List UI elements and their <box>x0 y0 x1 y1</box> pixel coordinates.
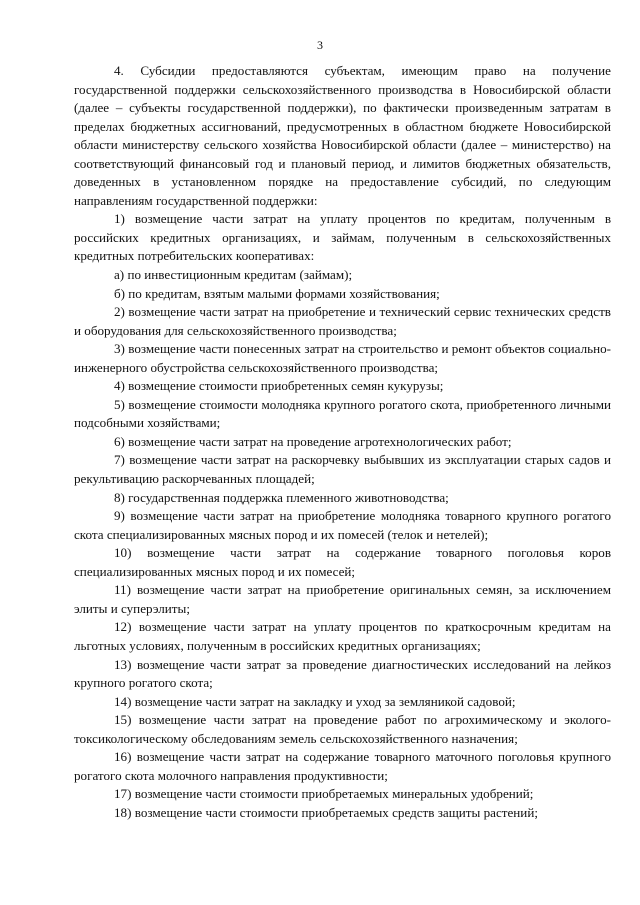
list-item-2: 2) возмещение части затрат на приобретение и технический сервис технических средств и оборудования для сельскохозяйственного производства; <box>74 304 611 338</box>
list-item-7: 7) возмещение части затрат на раскорчевку выбывших из эксплуатации старых садов и рекультивацию раскорчеванных площадей; <box>74 452 611 487</box>
page-number: 3 <box>317 38 323 52</box>
intro-paragraph: 4. Субсидии предоставляются субъектам, имеющим право на получение государственной поддержки сельскохозяйственного производства в Новосибирской области (далее – субъекты государственной поддержки), по фактически произведенным затратам в пределах бюджетных ассигнований, предусмотренных в областном бюджете Новосибирской области министерству сельского хозяйства Новосибирской области (далее – министерство) на соответствующий финансовый год и плановый период, и лимитов бюджетных обязательств, доведенных в установленном порядке на предоставление субсидий, по следующим направлениям государственной поддержки: <box>74 63 611 208</box>
list-item-10: 10) возмещение части затрат на содержание товарного поголовья коров специализированных мясных пород и их помесей; <box>74 545 611 579</box>
document-body <box>74 62 611 822</box>
list-item-18: 18) возмещение части стоимости приобретаемых средств защиты растений; <box>114 804 538 820</box>
list-item-9: 9) возмещение части затрат на приобретение молодняка товарного крупного рогатого скота специализированных мясных пород и их помесей (телок и нетелей); <box>74 508 611 542</box>
list-item-16: 16) возмещение части затрат на содержание товарного маточного поголовья крупного рогатого скота молочного направления продуктивности; <box>74 749 611 783</box>
list-item-15: 15) возмещение части затрат на проведение работ по агрохимическому и эколого-токсикологическому обследованиям земель сельскохозяйственного назначения; <box>74 712 611 746</box>
list-item-6: 6) возмещение части затрат на проведение агротехнологических работ; <box>114 433 512 449</box>
list-item-5: 5) возмещение стоимости молодняка крупного рогатого скота, приобретенного личными подсобными хозяйствами; <box>74 396 611 431</box>
list-item-1: 1) возмещение части затрат на уплату процентов по кредитам, полученным в российских кредитных организациях, и займам, полученным в сельскохозяйственных кредитных потребительских кооперативах: <box>74 211 611 264</box>
list-item-3: 3) возмещение части понесенных затрат на строительство и ремонт объектов социально-инженерного обустройства сельскохозяйственного производства; <box>74 341 611 375</box>
list-item-1a: а) по инвестиционным кредитам (займам); <box>114 267 353 283</box>
list-item-11: 11) возмещение части затрат на приобретение оригинальных семян, за исключением элиты и суперэлиты; <box>74 582 611 616</box>
list-item-17: 17) возмещение части стоимости приобретаемых минеральных удобрений; <box>114 786 534 802</box>
list-item-1b: б) по кредитам, взятым малыми формами хозяйствования; <box>114 285 440 301</box>
list-item-13: 13) возмещение части затрат за проведение диагностических исследований на лейкоз крупного рогатого скота; <box>74 656 611 691</box>
list-item-8: 8) государственная поддержка племенного животноводства; <box>114 489 449 505</box>
list-item-4: 4) возмещение стоимости приобретенных семян кукурузы; <box>114 378 444 394</box>
list-item-14: 14) возмещение части затрат на закладку и уход за земляникой садовой; <box>114 693 516 709</box>
list-item-12: 12) возмещение части затрат на уплату процентов по краткосрочным кредитам на льготных условиях, полученным в российских кредитных организациях; <box>74 619 611 653</box>
